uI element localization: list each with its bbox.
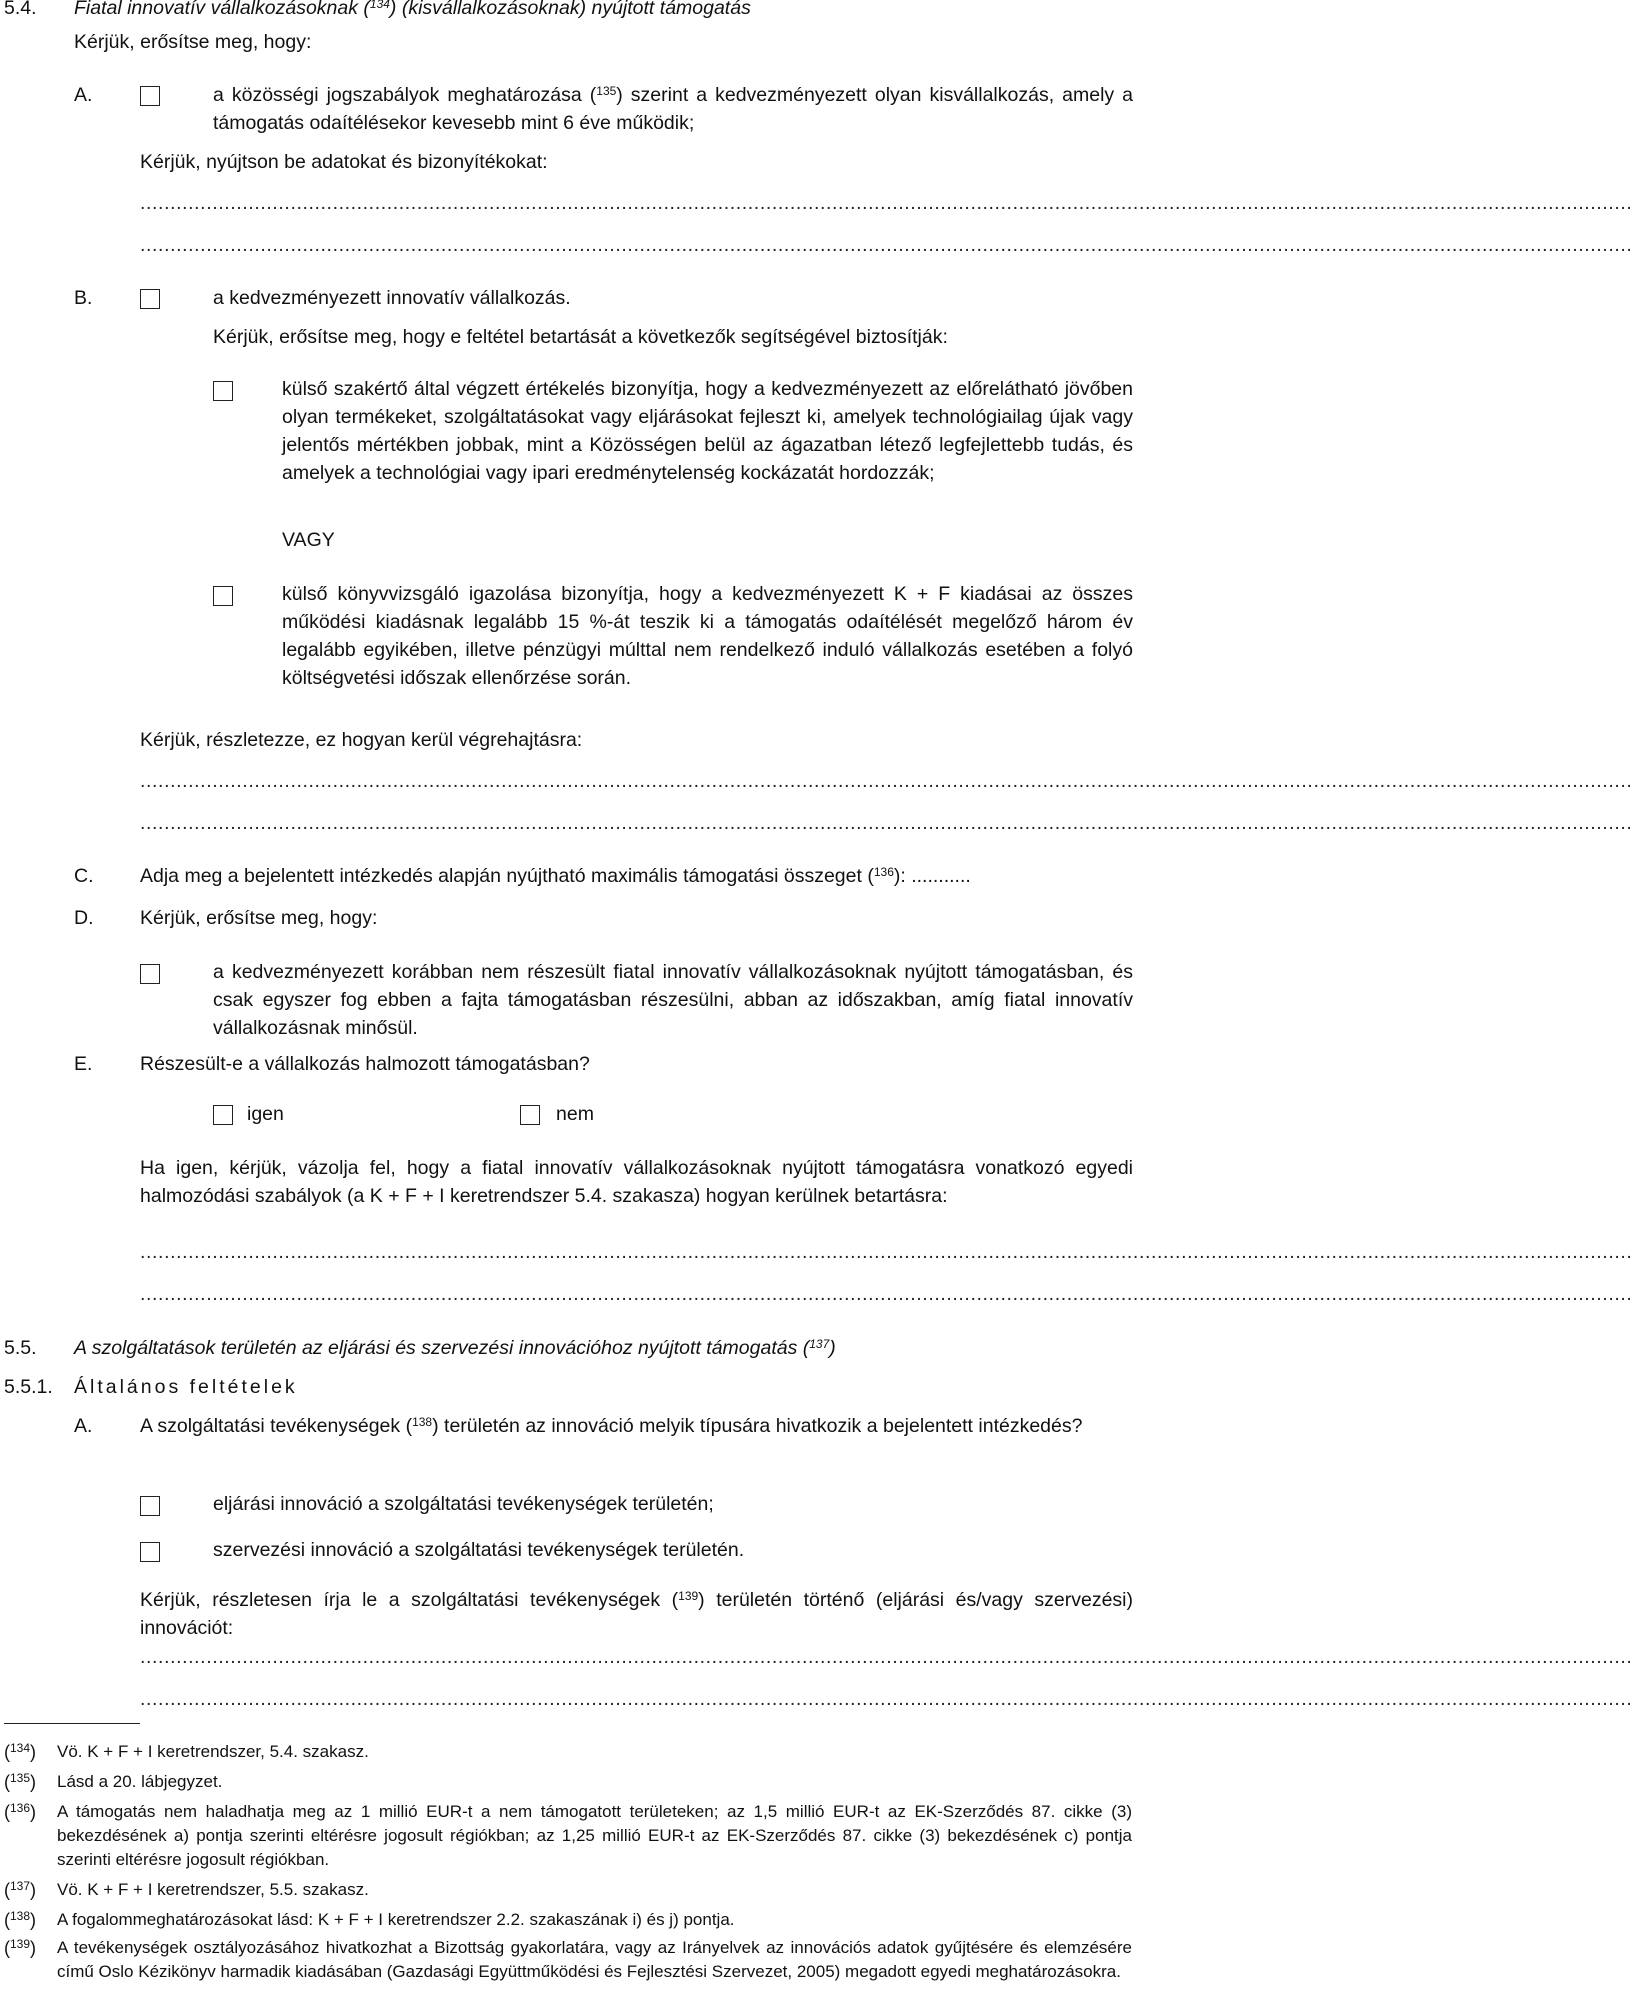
option-organisational-innovation: szervezési innováció a szolgáltatási tevékenységek területén.	[213, 1539, 745, 1561]
answer-line[interactable]: ........................................................................................................................................................................................................................................................	[140, 234, 1632, 256]
no-label: nem	[556, 1103, 594, 1125]
checkbox-process-innovation[interactable]	[140, 1496, 160, 1516]
option-auditor-certification: külső könyvvizsgáló igazolása bizonyítja, hogy a kedvezményezett K + F kiadásai az összes működési kiadásnak legalább 15 %-át teszik ki a támogatás odaítélését megelőző három év legalább egyikében, illetve pénzügyi múlttal nem rendelkező induló vállalkozás esetében a folyó költségvetési időszak ellenőrzése során.	[282, 583, 1133, 689]
section-number-5-4: 5.4.	[4, 0, 37, 19]
checkbox-first-aid[interactable]	[140, 964, 160, 984]
item-letter-b: B.	[74, 287, 93, 309]
yes-label: igen	[247, 1103, 284, 1125]
cumulation-followup: Ha igen, kérjük, vázolja fel, hogy a fiatal innovatív vállalkozásoknak nyújtott támogatásra vonatkozó egyedi halmozódási szabályok (a K + F + I keretrendszer 5.4. szakasza) hogyan kerülnek betartásra:	[140, 1157, 1133, 1207]
max-aid-question: Adja meg a bejelentett intézkedés alapján nyújtható maximális támogatási összeget ($^{136}$): ...........	[140, 865, 971, 887]
checkbox-yes[interactable]	[213, 1105, 233, 1125]
footnote-text: Vö. K + F + I keretrendszer, 5.5. szakasz.	[57, 1880, 369, 1899]
footnote-text: A támogatás nem haladhatja meg az 1 millió EUR-t a nem támogatott területeken; az 1,5 millió EUR-t az EK-Szerződés 87. cikke (3) bekezdésének a) pontja szerinti eltérésre jogosult régiókban; az 1,25 millió EUR-t az EK-Szerződés 87. cikke (3) bekezdésének c) pontja szerinti eltérésre jogosult régiókban.	[57, 1802, 1132, 1869]
checkbox-no[interactable]	[520, 1105, 540, 1125]
checkbox-innovative[interactable]	[140, 289, 160, 309]
footnote-text: A tevékenységek osztályozásához hivatkozhat a Bizottság gyakorlatára, vagy az Irányelvek az innovációs adatok gyűjtésére és elemzésére című Oslo Kézikönyv harmadik kiadásában (Gazdasági Együttműködési és Fejlesztési Szervezet, 2005) megadott egyedi meghatározásokra.	[57, 1938, 1132, 1981]
answer-line[interactable]: ........................................................................................................................................................................................................................................................	[140, 1283, 1632, 1305]
answer-line[interactable]: ........................................................................................................................................................................................................................................................	[140, 770, 1632, 792]
item-b-text: a kedvezményezett innovatív vállalkozás.	[213, 287, 571, 309]
section-title-5-4: Fiatal innovatív vállalkozásoknak ($^{134}$) (kisvállalkozásoknak) nyújtott támogatás	[74, 0, 751, 19]
item-letter-c: C.	[74, 865, 94, 887]
checkbox-organisational-innovation[interactable]	[140, 1542, 160, 1562]
footnote-number: ($^{135}$)	[4, 1771, 37, 1792]
evidence-request: Kérjük, nyújtson be adatokat és bizonyítékokat:	[140, 151, 548, 173]
footnote-number: ($^{139}$)	[4, 1937, 37, 1958]
footnote-separator	[4, 1723, 140, 1724]
checkbox-small-business[interactable]	[140, 86, 160, 106]
item-letter-d: D.	[74, 907, 94, 929]
checkbox-auditor-certification[interactable]	[213, 586, 233, 606]
option-expert-evaluation: külső szakértő által végzett értékelés bizonyítja, hogy a kedvezményezett az előrelátható jövőben olyan termékeket, szolgáltatásokat vagy eljárásokat fejleszt ki, amelyek technológiailag újak vagy jelentős mértékben jobbak, mint a Közösségen belül az ágazatban létező legfejlettebb tudás, és amelyek a technológiai vagy ipari eredménytelenség kockázatát hordozzák;	[282, 378, 1133, 484]
subsection-number-5-5-1: 5.5.1.	[4, 1376, 53, 1398]
item-d-confirm: Kérjük, erősítse meg, hogy:	[140, 907, 378, 929]
section-title-5-5: A szolgáltatások területén az eljárási és szervezési innovációhoz nyújtott támogatás ($^{137}$)	[74, 1337, 836, 1359]
footnote-number: ($^{134}$)	[4, 1741, 37, 1762]
item-letter-a: A.	[74, 84, 93, 106]
cumulation-question: Részesült-e a vállalkozás halmozott támogatásban?	[140, 1053, 590, 1075]
innovation-description-request: Kérjük, részletesen írja le a szolgáltatási tevékenységek ($^{139}$) területén történő (eljárási és/vagy szervezési) innovációt:	[140, 1589, 1133, 1639]
footnote-text: Vö. K + F + I keretrendszer, 5.4. szakasz.	[57, 1742, 369, 1761]
item-b-confirm: Kérjük, erősítse meg, hogy e feltétel betartását a következők segítségével biztosítják:	[213, 326, 948, 348]
checkbox-expert-evaluation[interactable]	[213, 381, 233, 401]
footnote-text: A fogalommeghatározásokat lásd: K + F + I keretrendszer 2.2. szakaszának i) és j) pontja.	[57, 1910, 735, 1929]
item-letter-a: A.	[74, 1415, 93, 1437]
option-first-aid: a kedvezményezett korábban nem részesült fiatal innovatív vállalkozásoknak nyújtott támogatásban, és csak egyszer fog ebben a fajta támogatásban részesülni, abban az időszakban, amíg fiatal innovatív vállalkozásnak minősül.	[213, 961, 1133, 1039]
item-a-text: a közösségi jogszabályok meghatározása ($^{135}$) szerint a kedvezményezett olyan kisvállalkozás, amely a támogatás odaítélésekor kevesebb mint 6 éve működik;	[213, 84, 1134, 134]
answer-line[interactable]: ........................................................................................................................................................................................................................................................	[140, 812, 1632, 834]
footnote-number: ($^{136}$)	[4, 1801, 37, 1822]
confirm-prompt: Kérjük, erősítse meg, hogy:	[74, 31, 312, 53]
answer-line[interactable]: ........................................................................................................................................................................................................................................................	[140, 192, 1632, 214]
footnote-text: Lásd a 20. lábjegyzet.	[57, 1772, 223, 1791]
answer-line[interactable]: ........................................................................................................................................................................................................................................................	[140, 1241, 1632, 1263]
subsection-title: Általános feltételek	[74, 1376, 298, 1398]
item-letter-e: E.	[74, 1053, 93, 1075]
option-process-innovation: eljárási innováció a szolgáltatási tevékenységek területén;	[213, 1493, 714, 1515]
section-number-5-5: 5.5.	[4, 1337, 37, 1359]
answer-line[interactable]: ........................................................................................................................................................................................................................................................	[140, 1646, 1632, 1668]
answer-line[interactable]: ........................................................................................................................................................................................................................................................	[140, 1688, 1632, 1710]
detail-request: Kérjük, részletezze, ez hogyan kerül végrehajtásra:	[140, 729, 583, 751]
footnote-number: ($^{138}$)	[4, 1909, 37, 1930]
innovation-type-question: A szolgáltatási tevékenységek ($^{138}$) területén az innováció melyik típusára hivatkozik a bejelentett intézkedés?	[140, 1415, 1083, 1437]
footnote-number: ($^{137}$)	[4, 1879, 37, 1900]
or-label: VAGY	[282, 529, 335, 551]
